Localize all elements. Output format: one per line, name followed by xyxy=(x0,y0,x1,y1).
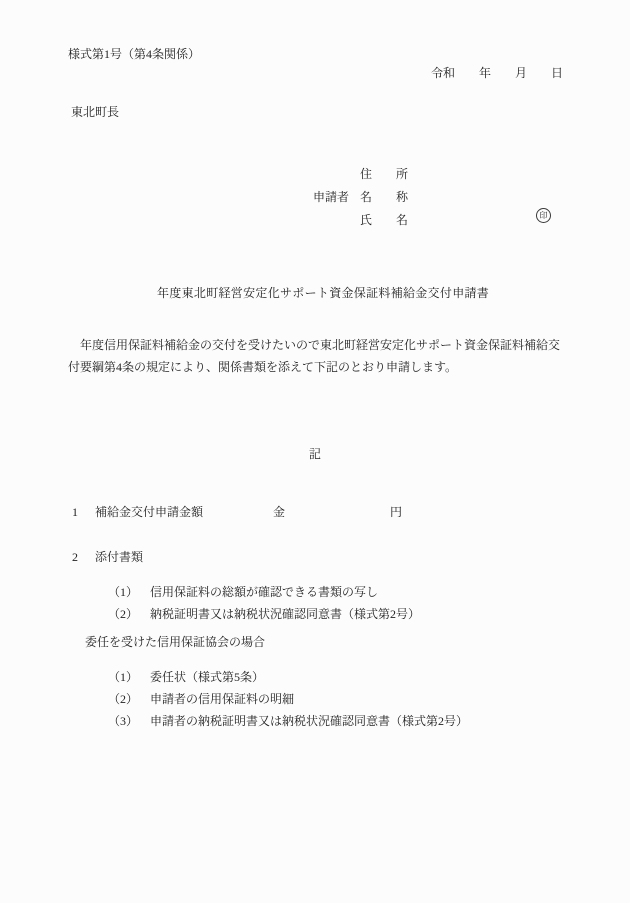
delegation-item-text: 申請者の納税証明書又は納税状況確認同意書（様式第2号） xyxy=(150,713,469,728)
attachment-item-text: 納税証明書又は納税状況確認同意書（様式第2号） xyxy=(150,606,421,621)
currency-prefix: 金 xyxy=(273,505,286,519)
attachment-item-text: 信用保証料の総額が確認できる書類の写し xyxy=(150,584,379,599)
body-paragraph-line-2: 付要綱第4条の規定により、関係書類を添えて下記のとおり申請します。 xyxy=(68,360,458,374)
delegation-heading: 委任を受けた信用保証協会の場合 xyxy=(85,635,266,649)
delegation-item xyxy=(90,701,468,742)
currency-suffix: 円 xyxy=(390,505,403,519)
date-line: 令和 年 月 日 xyxy=(431,66,564,80)
seal-icon xyxy=(536,208,551,223)
address-label: 住 所 xyxy=(360,167,409,181)
ki-heading: 記 xyxy=(308,447,321,461)
delegation-item-number: （3） xyxy=(108,713,139,728)
amount-item-number: 1 xyxy=(72,505,78,519)
body-paragraph-line-1: 年度信用保証料補給金の交付を受けたいので東北町経営安定化サポート資金保証料補給交 xyxy=(68,338,561,352)
attachments-item-number: 2 xyxy=(72,550,78,564)
addressee: 東北町長 xyxy=(71,105,120,119)
attachment-item xyxy=(90,594,420,635)
delegation-item-text: 委任状（様式第5条） xyxy=(150,669,265,684)
form-number: 様式第1号（第4条関係） xyxy=(68,47,201,61)
amount-item-label: 補給金交付申請金額 xyxy=(95,505,204,519)
document-title: 年度東北町経営安定化サポート資金保証料補給金交付申請書 xyxy=(157,286,490,300)
delegation-item-number: （2） xyxy=(108,691,139,706)
attachments-item-label: 添付書類 xyxy=(95,550,144,564)
seal-character: 印 xyxy=(539,211,548,220)
attachment-item-number: （1） xyxy=(108,584,139,599)
applicant-label: 申請者 xyxy=(313,190,350,204)
delegation-item-number: （1） xyxy=(108,669,139,684)
person-name-label: 氏 名 xyxy=(360,213,409,227)
name-label: 名 称 xyxy=(360,190,409,204)
delegation-item-text: 申請者の信用保証料の明細 xyxy=(150,691,295,706)
attachment-item-number: （2） xyxy=(108,606,139,621)
